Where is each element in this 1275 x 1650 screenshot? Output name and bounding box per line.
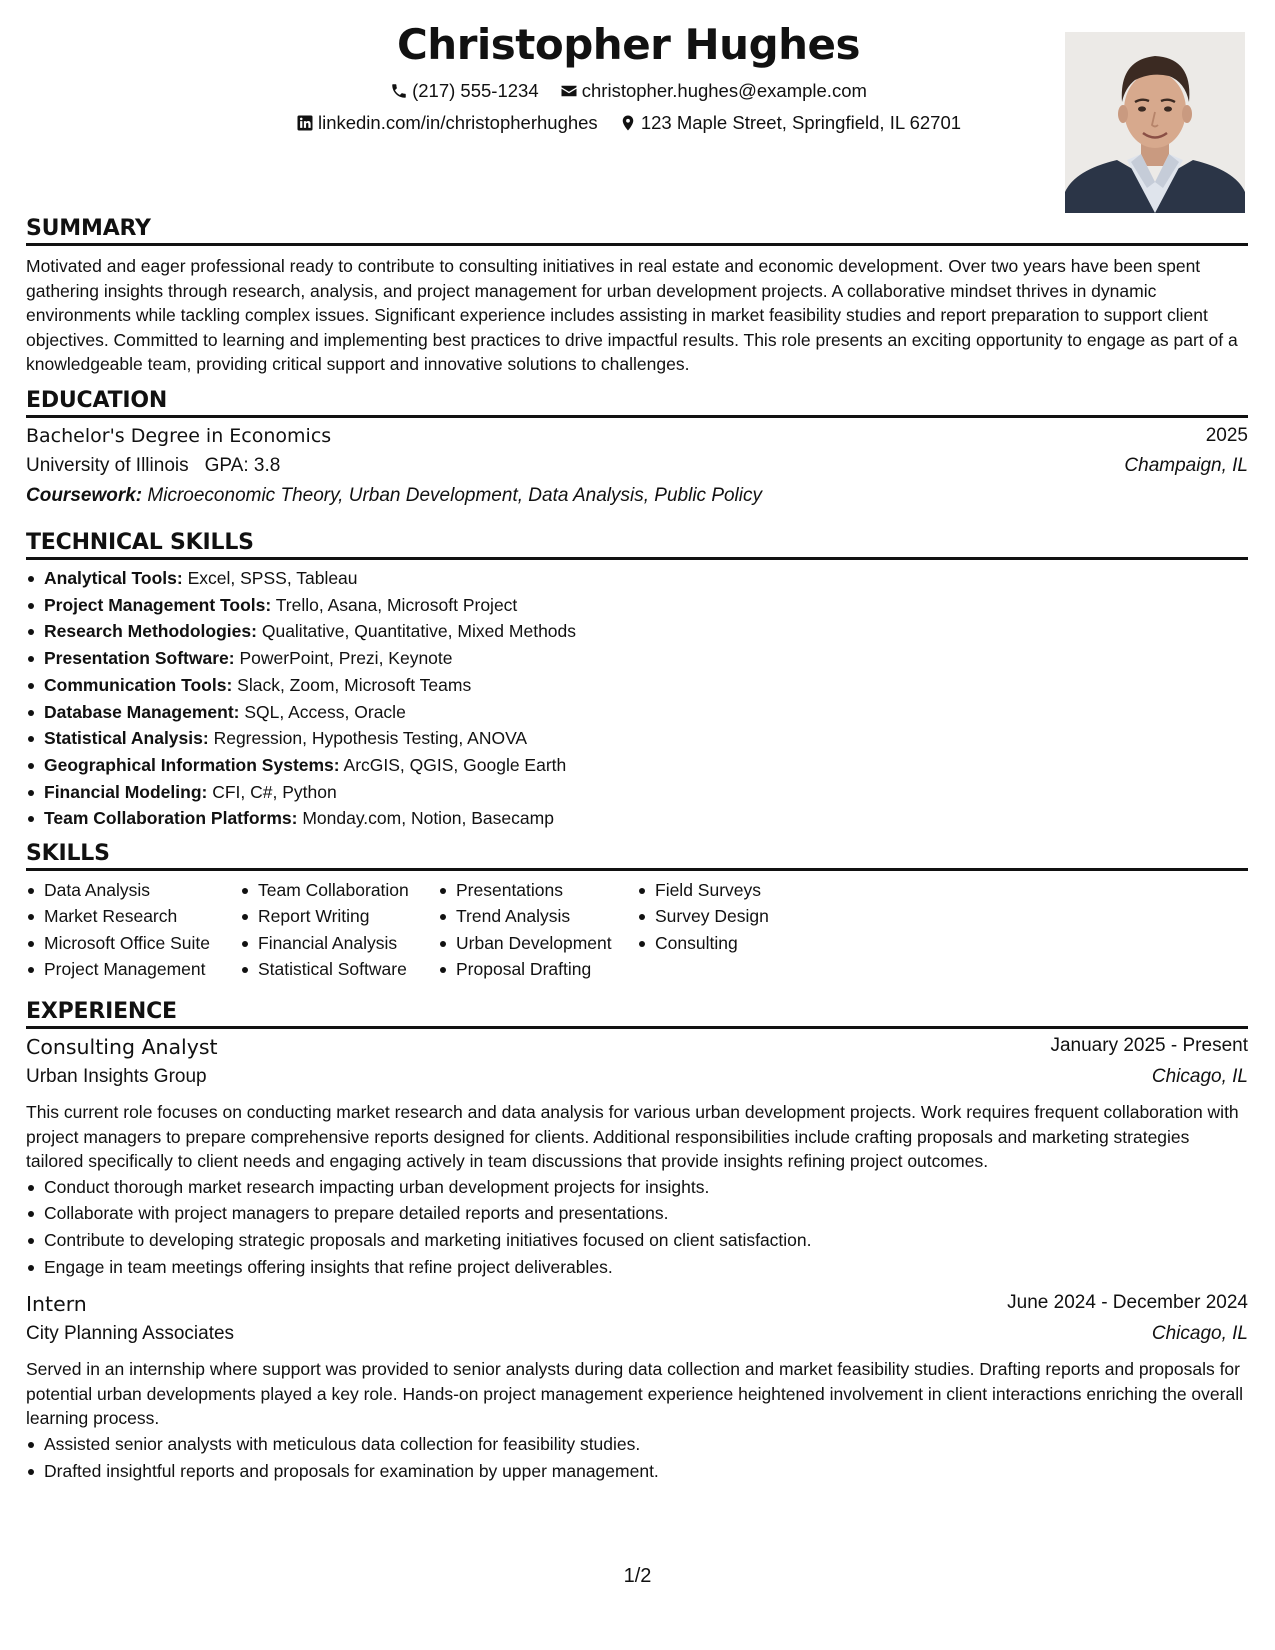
coursework (26, 485, 762, 507)
skill-values: PowerPoint, Prezi, Keynote (239, 648, 453, 669)
linkedin-url[interactable]: linkedin.com/in/christopherhughes (317, 112, 598, 133)
job-dates: January 2025 - Present (1050, 1035, 1248, 1056)
map-pin-icon (619, 114, 637, 132)
technical-skill-item (26, 565, 1248, 592)
section-divider (26, 1026, 1248, 1029)
street-address: 123 Maple Street, Springfield, IL 62701 (640, 112, 962, 133)
technical-skill-item (26, 805, 1248, 832)
skills-list (637, 877, 837, 956)
skill-values: Slack, Zoom, Microsoft Teams (237, 674, 472, 695)
job-dates: June 2024 - December 2024 (1007, 1292, 1248, 1314)
job-description: This current role focuses on conducting market research and data analysis for various urban development projects. Work requires frequent collaboration with project managers to prepare comprehensive reports designed for clients. Additional responsibilities include crafting proposals and marketing strategies tailored specifically to client needs and engaging actively in team discussions that provide insights refining project outcomes. (26, 1102, 1239, 1171)
skill-category: Analytical Tools: (44, 568, 183, 588)
phone-number: (217) 555-1234 (412, 80, 539, 101)
email-address[interactable]: christopher.hughes@example.com (581, 80, 867, 101)
page-number: 1/2 (623, 1565, 652, 1587)
technical-skill-item (26, 672, 1248, 699)
skill-category: Team Collaboration Platforms: (44, 808, 298, 829)
job-bullet: Conduct thorough market research impacting urban development projects for insights. (26, 1174, 1248, 1201)
job-company: Urban Insights Group (26, 1066, 207, 1087)
job-description: Served in an internship where support was provided to senior analysts during data collection and market feasibility studies. Drafting reports and proposals for potential urban developments played a key role. Hands-on project management experience heightened involvement in client interactions enriching the overall learning process. (26, 1359, 1243, 1429)
summary-text: Motivated and eager professional ready to contribute to consulting initiatives in real estate and economic development. Over two years have been spent gathering insights through research, analysis, and project management for urban development projects. A collaborative mindset thrives in dynamic environments while tackling complex issues. Significant experience includes assisting in market feasibility studies and report preparation to support client objectives. Committed to learning and implementing best practices to drive impactful results. This role presents an exciting opportunity to engage as part of a knowledgeable team, providing critical support and innovative solutions to challenges. (26, 256, 1238, 374)
job-role: Intern (26, 1292, 87, 1317)
skill-category: Research Methodologies: (44, 621, 257, 642)
skill-values: Regression, Hypothesis Testing, ANOVA (213, 728, 528, 749)
skill-values: Trello, Asana, Microsoft Project (275, 594, 518, 615)
skill-values: Qualitative, Quantitative, Mixed Methods (261, 621, 577, 642)
technical-skill-item (26, 592, 1248, 619)
job-entry (26, 1289, 1248, 1484)
school-location: Champaign, IL (1124, 455, 1248, 476)
job-company-row (26, 1320, 1248, 1351)
job-company: City Planning Associates (26, 1323, 235, 1345)
job-bullet: Assisted senior analysts with meticulous data collection for feasibility studies. (26, 1431, 1248, 1458)
contact-line-2 (26, 112, 1231, 137)
job-bullet: Collaborate with project managers to prepare detailed reports and presentations. (26, 1200, 1248, 1227)
skills-list (438, 877, 637, 982)
job-role: Consulting Analyst (26, 1035, 218, 1059)
skill-item: Field Surveys (637, 877, 837, 903)
skill-item: Consulting (637, 930, 837, 956)
education-header (26, 384, 1248, 418)
profile-photo (1065, 32, 1245, 213)
job-bullet: Contribute to developing strategic proposals and marketing initiatives focused on client satisfaction. (26, 1227, 1248, 1254)
job-bullets (26, 1431, 1248, 1484)
skills-header (26, 837, 1248, 871)
section-divider (26, 243, 1248, 246)
coursework-list: Microeconomic Theory, Urban Development, Data Analysis, Public Policy (147, 485, 762, 506)
section-title: EDUCATION (26, 388, 168, 413)
skill-category: Project Management Tools: (44, 594, 272, 615)
school-name: University of Illinois (26, 455, 189, 476)
section-title: SKILLS (26, 841, 110, 866)
skill-category: Communication Tools: (44, 674, 233, 695)
skill-item: Team Collaboration (240, 877, 438, 903)
envelope-icon (560, 82, 578, 100)
skill-values: CFI, C#, Python (212, 781, 337, 802)
phone-contact (390, 80, 539, 102)
coursework-label: Coursework: (26, 485, 143, 506)
technical-skill-item (26, 699, 1248, 726)
linkedin-icon (296, 114, 314, 132)
skills-section (26, 837, 1248, 982)
job-bullet: Engage in team meetings offering insights that refine project deliverables. (26, 1254, 1248, 1281)
skill-values: SQL, Access, Oracle (244, 701, 406, 722)
coursework-row (26, 482, 1248, 512)
technical-skill-item (26, 645, 1248, 672)
education-section (26, 384, 1248, 512)
skill-category: Presentation Software: (44, 648, 235, 669)
skill-category: Statistical Analysis: (44, 728, 209, 749)
job-bullets (26, 1174, 1248, 1281)
technical-skills-list (26, 565, 1248, 832)
section-title: EXPERIENCE (26, 999, 177, 1024)
experience-header (26, 995, 1248, 1029)
skills-column (26, 877, 240, 982)
phone-icon (390, 82, 408, 100)
job-location: Chicago, IL (1151, 1323, 1248, 1345)
section-title: SUMMARY (26, 216, 151, 241)
skill-category: Database Management: (44, 701, 240, 722)
section-divider (26, 557, 1248, 560)
section-divider (26, 868, 1248, 871)
technical-skill-item (26, 779, 1248, 806)
graduation-year: 2025 (1205, 425, 1248, 446)
linkedin-contact[interactable] (296, 112, 598, 134)
skills-column (438, 877, 637, 982)
skill-item: Market Research (26, 903, 240, 929)
job-title-row (26, 1032, 1248, 1063)
resume-page (26, 0, 1248, 1481)
experience-section (26, 995, 1248, 1484)
job-location: Chicago, IL (1151, 1066, 1248, 1087)
technical-skill-item (26, 618, 1248, 645)
section-title: TECHNICAL SKILLS (26, 530, 254, 555)
skill-item: Data Analysis (26, 877, 240, 903)
technical-skill-item (26, 725, 1248, 752)
job-entry (26, 1032, 1248, 1280)
degree-row (26, 422, 1248, 452)
skills-column (240, 877, 438, 982)
summary-section (26, 212, 1248, 377)
skill-category: Geographical Information Systems: (44, 754, 340, 775)
candidate-name: Christopher Hughes (396, 20, 861, 69)
resume-header (26, 0, 1248, 214)
school-info (26, 455, 280, 477)
school-row (26, 452, 1248, 482)
skills-list (240, 877, 438, 982)
skill-item: Report Writing (240, 903, 438, 929)
skill-item: Project Management (26, 956, 240, 982)
skill-item: Presentations (438, 877, 637, 903)
technical-skills-header (26, 526, 1248, 560)
job-title-row (26, 1289, 1248, 1320)
job-bullet: Drafted insightful reports and proposals for examination by upper management. (26, 1458, 1248, 1485)
skill-item: Financial Analysis (240, 930, 438, 956)
technical-skills-section (26, 526, 1248, 832)
technical-skill-item (26, 752, 1248, 779)
job-company-row (26, 1063, 1248, 1094)
skill-item: Trend Analysis (438, 903, 637, 929)
skills-list (26, 877, 240, 982)
section-divider (26, 415, 1248, 418)
skill-item: Microsoft Office Suite (26, 930, 240, 956)
skill-category: Financial Modeling: (44, 781, 208, 802)
skills-grid (26, 877, 1248, 982)
address-contact (619, 112, 961, 134)
skill-values: Excel, SPSS, Tableau (187, 568, 358, 588)
skills-column (637, 877, 837, 982)
skill-item: Survey Design (637, 903, 837, 929)
skill-values: ArcGIS, QGIS, Google Earth (343, 754, 567, 775)
email-contact[interactable] (560, 80, 867, 102)
contact-line-1 (26, 80, 1231, 105)
skill-item: Statistical Software (240, 956, 438, 982)
skill-item: Proposal Drafting (438, 956, 637, 982)
portrait-image (1065, 32, 1245, 213)
summary-header (26, 212, 1248, 246)
skill-values: Monday.com, Notion, Basecamp (302, 808, 554, 829)
gpa: GPA: 3.8 (204, 455, 281, 476)
degree-name: Bachelor's Degree in Economics (26, 425, 332, 447)
skill-item: Urban Development (438, 930, 637, 956)
